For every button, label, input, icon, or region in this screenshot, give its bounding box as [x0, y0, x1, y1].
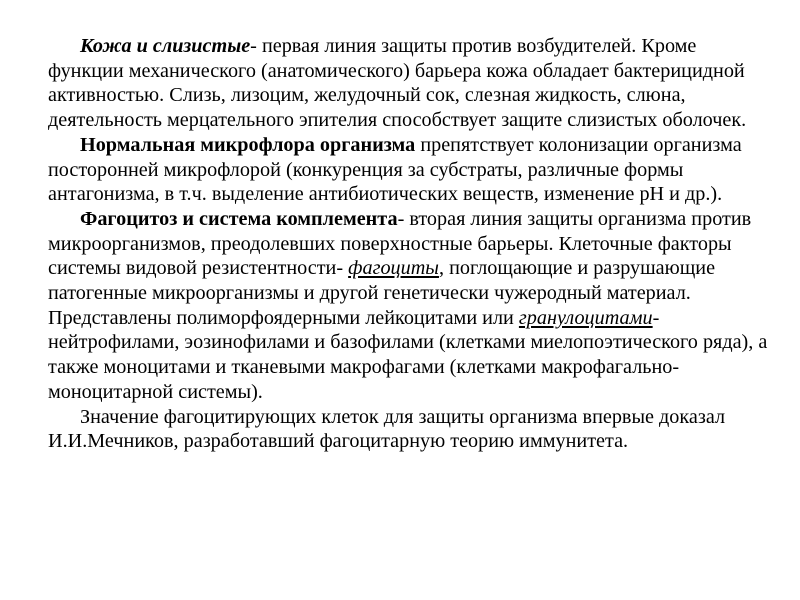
document-body [48, 34, 776, 454]
term-granulocytes: гранулоцитами [518, 306, 653, 329]
paragraph-text: Значение фагоцитирующих клеток для защиты организма впервые доказал И.И.Мечников, разработавший фагоцитарную теорию иммунитета. [48, 405, 726, 453]
term-normal-microflora: Нормальная микрофлора организма [80, 133, 416, 156]
term-phagocytosis-complement: Фагоцитоз и система комплемента [80, 207, 398, 230]
paragraph-skin-mucosa [48, 34, 776, 133]
term-phagocytes: фагоциты [348, 257, 439, 280]
paragraph-mechnikov [48, 405, 776, 454]
paragraph-normal-microflora [48, 133, 776, 207]
paragraph-text: - первая линия защиты против возбудителей. Кроме функции механического (анатомического) барьера кожа обладает бактерицидной активностью. Слизь, лизоцим, желудочный сок, слезная жидкость, слюна, деятельность мерцательного эпителия способствует защите слизистых оболочек. [48, 35, 747, 132]
paragraph-text: - нейтрофилами, эозинофилами и базофилами (клетками миелопоэтического ряда), а также моноцитами и тканевыми макрофагами (клетками макрофагально- моноцитарной системы). [48, 306, 768, 403]
paragraph-phagocytosis [48, 207, 776, 405]
paragraph-text: , поглощающие и разрушающие патогенные микроорганизмы и другой генетически чужеродный материал. Представлены полиморфоядерными лейкоцитами или [48, 257, 716, 329]
term-skin-mucosa: Кожа и слизистые [80, 35, 251, 57]
paragraph-text: - вторая линия защиты организма против микроорганизмов, преодолевших поверхностные барьеры. Клеточные факторы системы видовой резистентности- [48, 207, 752, 280]
paragraph-text: препятствует колонизации организма посторонней микрофлорой (конкуренция за субстраты, различные формы антагонизма, в т.ч. выделение антибиотических веществ, изменение pH и др.). [48, 133, 742, 206]
